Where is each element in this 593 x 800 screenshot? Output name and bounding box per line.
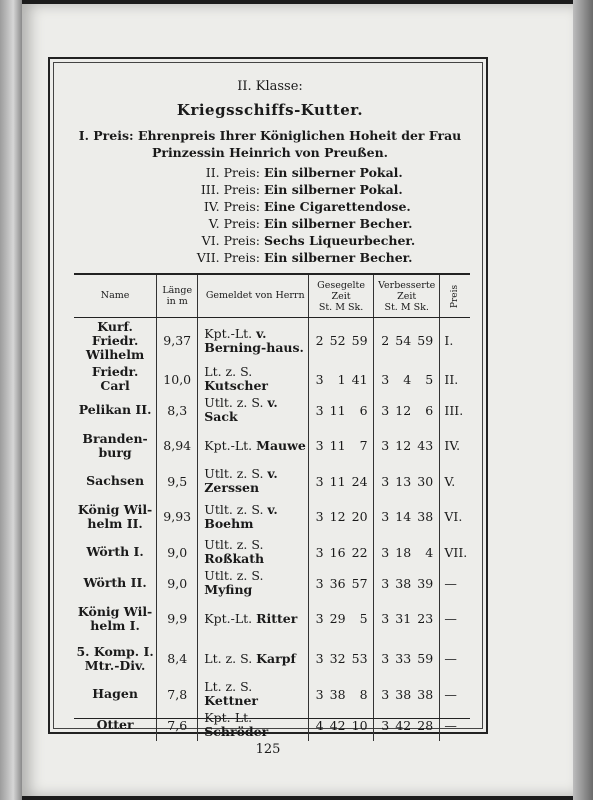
content-frame xyxy=(48,57,488,739)
boat-length: 8,94 xyxy=(157,426,198,466)
entrant xyxy=(198,364,309,395)
prize-number: II. Preis: xyxy=(205,165,260,180)
entrant xyxy=(198,568,309,599)
entrant-name: Kutscher xyxy=(204,378,269,393)
corrected-time xyxy=(373,395,439,426)
boat-length: 7,6 xyxy=(157,710,198,741)
boat-length: 9,93 xyxy=(157,497,198,537)
sailed-time xyxy=(309,568,374,599)
entrant xyxy=(198,537,309,568)
boat-length: 9,0 xyxy=(157,568,198,599)
prize-row xyxy=(50,182,490,199)
sailed-seconds: 59 xyxy=(351,333,368,349)
sailed-seconds: 8 xyxy=(359,686,368,702)
book-page xyxy=(22,4,573,796)
adjacent-page-edge xyxy=(0,0,22,800)
sailed-hours: 2 xyxy=(315,333,324,349)
entrant-name: Mauwe xyxy=(256,437,306,453)
entrant xyxy=(198,710,309,741)
corrected-hours: 3 xyxy=(381,544,390,560)
corrected-time xyxy=(373,537,439,568)
corrected-hours: 3 xyxy=(381,686,390,702)
sailed-seconds: 24 xyxy=(351,473,368,489)
first-prize xyxy=(50,127,490,161)
boat-length: 8,3 xyxy=(157,395,198,426)
sailed-minutes: 38 xyxy=(329,686,346,702)
sailed-seconds: 7 xyxy=(359,438,368,453)
entrant-rank: Lt. z. S. xyxy=(204,650,253,666)
table-header-row xyxy=(74,274,470,318)
boat-name: König Wil-helm II. xyxy=(77,501,153,531)
entrant xyxy=(198,497,309,537)
entrant-rank: Kpt.-Lt. xyxy=(204,610,253,626)
prize: — xyxy=(440,710,470,741)
corrected-hours: 3 xyxy=(381,611,390,626)
corrected-seconds: 5 xyxy=(425,371,434,387)
table-row xyxy=(74,318,470,364)
corrected-seconds: 38 xyxy=(417,509,434,524)
sailed-seconds: 5 xyxy=(359,611,368,626)
sailed-minutes: 42 xyxy=(329,717,346,733)
prize-description: Eine Cigarettendose. xyxy=(264,199,411,214)
table-row xyxy=(74,466,470,497)
entrant-name: Ritter xyxy=(256,610,298,626)
first-prize-line1: I. Preis: Ehrenpreis Ihrer Königlichen Hoheit der Frau xyxy=(78,128,462,143)
sailed-seconds: 20 xyxy=(351,509,368,524)
sailed-minutes: 1 xyxy=(337,371,346,387)
table-row xyxy=(74,679,470,710)
boat-length: 9,9 xyxy=(157,599,198,639)
corrected-time xyxy=(373,466,439,497)
sailed-time xyxy=(309,710,374,741)
table-row xyxy=(74,395,470,426)
boat-name: Friedr. Carl xyxy=(91,364,139,393)
sailed-hours: 3 xyxy=(315,438,324,453)
col-header-entrant: Gemeldet von Herrn xyxy=(198,274,309,318)
sailed-seconds: 57 xyxy=(351,575,368,591)
sailed-hours: 3 xyxy=(315,371,324,387)
entrant-rank: Lt. z. S. xyxy=(204,679,253,694)
corrected-time xyxy=(373,497,439,537)
sailed-time xyxy=(309,639,374,679)
corrected-seconds: 28 xyxy=(417,717,434,733)
prize-description: Ein silberner Pokal. xyxy=(264,182,403,197)
corrected-seconds: 4 xyxy=(425,544,434,560)
prize: VI. xyxy=(440,497,470,537)
sailed-hours: 3 xyxy=(315,611,324,626)
corrected-minutes: 18 xyxy=(395,544,412,560)
corrected-minutes: 54 xyxy=(395,333,412,349)
prize-description: Ein silberner Pokal. xyxy=(264,165,403,180)
sailed-seconds: 22 xyxy=(351,544,368,560)
sailed-hours: 3 xyxy=(315,575,324,591)
entrant-name: v. Zerssen xyxy=(204,466,278,495)
sailed-time xyxy=(309,497,374,537)
entrant xyxy=(198,466,309,497)
prize-row xyxy=(50,233,490,250)
boat-length: 8,4 xyxy=(157,639,198,679)
corrected-seconds: 59 xyxy=(417,651,434,666)
entrant-name: v. Boehm xyxy=(204,501,278,531)
table-row xyxy=(74,537,470,568)
corrected-minutes: 4 xyxy=(403,371,412,387)
corrected-seconds: 30 xyxy=(417,473,434,489)
boat-length: 9,37 xyxy=(157,318,198,364)
corrected-hours: 3 xyxy=(381,575,390,591)
sailed-hours: 3 xyxy=(315,544,324,560)
prize: V. xyxy=(440,466,470,497)
prize: — xyxy=(440,599,470,639)
corrected-minutes: 38 xyxy=(395,686,412,702)
entrant-rank: Kpt.-Lt. xyxy=(204,437,253,453)
table-row xyxy=(74,639,470,679)
sailed-time xyxy=(309,364,374,395)
corrected-minutes: 38 xyxy=(395,575,412,591)
entrant-rank: Utlt. z. S. xyxy=(204,568,264,583)
entrant-name: Kettner xyxy=(204,693,258,708)
prize-list xyxy=(50,165,490,267)
entrant xyxy=(198,599,309,639)
col-header-length: Länge in m xyxy=(157,274,198,318)
prize-description: Ein silberner Becher. xyxy=(264,216,413,231)
prize-row xyxy=(50,216,490,233)
boat-name: Hagen xyxy=(92,686,138,701)
sailed-seconds: 41 xyxy=(351,371,368,387)
corrected-minutes: 31 xyxy=(395,611,412,626)
prize-row xyxy=(50,165,490,182)
boat-length: 9,0 xyxy=(157,537,198,568)
corrected-minutes: 13 xyxy=(395,473,412,489)
corrected-seconds: 59 xyxy=(417,333,434,349)
boat-length: 10,0 xyxy=(157,364,198,395)
table-bottom-rule xyxy=(74,718,470,719)
entrant-rank: Kpt.-Lt. xyxy=(204,710,253,725)
sailed-time xyxy=(309,395,374,426)
boat-name: Sachsen xyxy=(86,473,145,488)
boat-name: Pelikan II. xyxy=(78,402,152,417)
sailed-minutes: 12 xyxy=(329,509,346,524)
sailed-time xyxy=(309,599,374,639)
corrected-hours: 3 xyxy=(381,371,390,387)
entrant-name: Karpf xyxy=(256,650,296,666)
col-header-prize-label: Preis xyxy=(449,284,460,309)
corrected-time xyxy=(373,426,439,466)
boat-name: Wörth II. xyxy=(83,575,147,590)
sailed-minutes: 16 xyxy=(329,544,346,560)
sailed-time xyxy=(309,679,374,710)
corrected-time xyxy=(373,568,439,599)
boat-length: 7,8 xyxy=(157,679,198,710)
prize: VII. xyxy=(440,537,470,568)
entrant-rank: Lt. z. S. xyxy=(204,364,253,379)
sailed-minutes: 52 xyxy=(329,333,346,349)
col-header-name: Name xyxy=(74,274,157,318)
prize-description: Ein silberner Becher. xyxy=(264,250,413,265)
corrected-hours: 3 xyxy=(381,717,390,733)
prize: III. xyxy=(440,395,470,426)
prize: I. xyxy=(440,318,470,364)
corrected-time xyxy=(373,599,439,639)
prize-description: Sechs Liqueurbecher. xyxy=(264,233,416,248)
entrant xyxy=(198,679,309,710)
prize-number: VI. Preis: xyxy=(201,233,260,248)
entrant-rank: Kpt.-Lt. xyxy=(204,325,253,341)
entrant xyxy=(198,426,309,466)
corrected-hours: 3 xyxy=(381,651,390,666)
sailed-hours: 3 xyxy=(315,509,324,524)
sailed-minutes: 11 xyxy=(329,438,346,453)
corrected-seconds: 39 xyxy=(417,575,434,591)
entrant-rank: Utlt. z. S. xyxy=(204,395,264,410)
prize: — xyxy=(440,679,470,710)
corrected-hours: 3 xyxy=(381,509,390,524)
sailed-time xyxy=(309,426,374,466)
sailed-minutes: 11 xyxy=(329,402,346,418)
col-header-corrected-time: Verbesserte Zeit St. M Sk. xyxy=(373,274,439,318)
corrected-hours: 3 xyxy=(381,438,390,453)
sailed-hours: 3 xyxy=(315,651,324,666)
sailed-time xyxy=(309,466,374,497)
corrected-seconds: 38 xyxy=(417,686,434,702)
prize-row xyxy=(50,199,490,216)
corrected-minutes: 12 xyxy=(395,402,412,418)
entrant-rank: Utlt. z. S. xyxy=(204,537,264,552)
prize-row xyxy=(50,250,490,267)
corrected-hours: 2 xyxy=(381,333,390,349)
prize-number: V. Preis: xyxy=(208,216,260,231)
race-title: Kriegsschiffs-Kutter. xyxy=(176,101,364,119)
prize-number: IV. Preis: xyxy=(203,199,260,214)
prize: IV. xyxy=(440,426,470,466)
first-prize-line2: Prinzessin Heinrich von Preußen. xyxy=(151,145,389,160)
boat-name: 5. Komp. I. Mtr.-Div. xyxy=(76,643,154,673)
prize: — xyxy=(440,568,470,599)
sailed-minutes: 32 xyxy=(329,651,346,666)
corrected-hours: 3 xyxy=(381,402,390,418)
entrant-name: Schröder xyxy=(204,724,269,739)
entrant-rank: Utlt. z. S. xyxy=(204,501,264,517)
col-header-sailed-time: Gesegelte Zeit St. M Sk. xyxy=(309,274,374,318)
page-number: 125 xyxy=(255,742,281,757)
table-row xyxy=(74,710,470,741)
col-header-prize xyxy=(440,274,470,318)
book-edge xyxy=(573,0,593,800)
corrected-time xyxy=(373,318,439,364)
sailed-seconds: 53 xyxy=(351,651,368,666)
table-row xyxy=(74,497,470,537)
corrected-time xyxy=(373,679,439,710)
table-row xyxy=(74,426,470,466)
corrected-seconds: 23 xyxy=(417,611,434,626)
table-row xyxy=(74,568,470,599)
table-row xyxy=(74,599,470,639)
prize-number: VII. Preis: xyxy=(196,250,260,265)
entrant-name: Roßkath xyxy=(204,551,265,566)
class-heading: II. Klasse: xyxy=(237,79,303,94)
results-table xyxy=(74,273,470,741)
sailed-hours: 3 xyxy=(315,686,324,702)
entrant xyxy=(198,318,309,364)
sailed-hours: 4 xyxy=(315,717,324,733)
sailed-minutes: 29 xyxy=(329,611,346,626)
corrected-minutes: 42 xyxy=(395,717,412,733)
sailed-minutes: 11 xyxy=(329,473,346,489)
sailed-seconds: 6 xyxy=(359,402,368,418)
corrected-seconds: 43 xyxy=(417,438,434,453)
entrant-name: v. Berning-haus. xyxy=(204,325,304,355)
boat-name: Otter xyxy=(96,717,134,732)
corrected-time xyxy=(373,639,439,679)
sailed-hours: 3 xyxy=(315,473,324,489)
entrant-rank: Utlt. z. S. xyxy=(204,466,264,481)
table-row xyxy=(74,364,470,395)
entrant xyxy=(198,639,309,679)
corrected-seconds: 6 xyxy=(425,402,434,418)
entrant-name: v. Sack xyxy=(204,395,278,424)
boat-name: Branden-burg xyxy=(82,430,148,460)
corrected-time xyxy=(373,710,439,741)
prize-number: III. Preis: xyxy=(200,182,260,197)
sailed-seconds: 10 xyxy=(351,717,368,733)
prize: — xyxy=(440,639,470,679)
sailed-minutes: 36 xyxy=(329,575,346,591)
corrected-time xyxy=(373,364,439,395)
boat-name: Wörth I. xyxy=(86,544,144,559)
corrected-minutes: 12 xyxy=(395,438,412,453)
boat-length: 9,5 xyxy=(157,466,198,497)
sailed-time xyxy=(309,318,374,364)
corrected-minutes: 14 xyxy=(395,509,412,524)
corrected-hours: 3 xyxy=(381,473,390,489)
boat-name: König Wil-helm I. xyxy=(77,603,153,633)
corrected-minutes: 33 xyxy=(395,651,412,666)
entrant xyxy=(198,395,309,426)
entrant-name: Myfing xyxy=(204,582,253,597)
sailed-time xyxy=(309,537,374,568)
boat-name: Kurf. Friedr. Wilhelm xyxy=(85,318,145,362)
prize: II. xyxy=(440,364,470,395)
sailed-hours: 3 xyxy=(315,402,324,418)
